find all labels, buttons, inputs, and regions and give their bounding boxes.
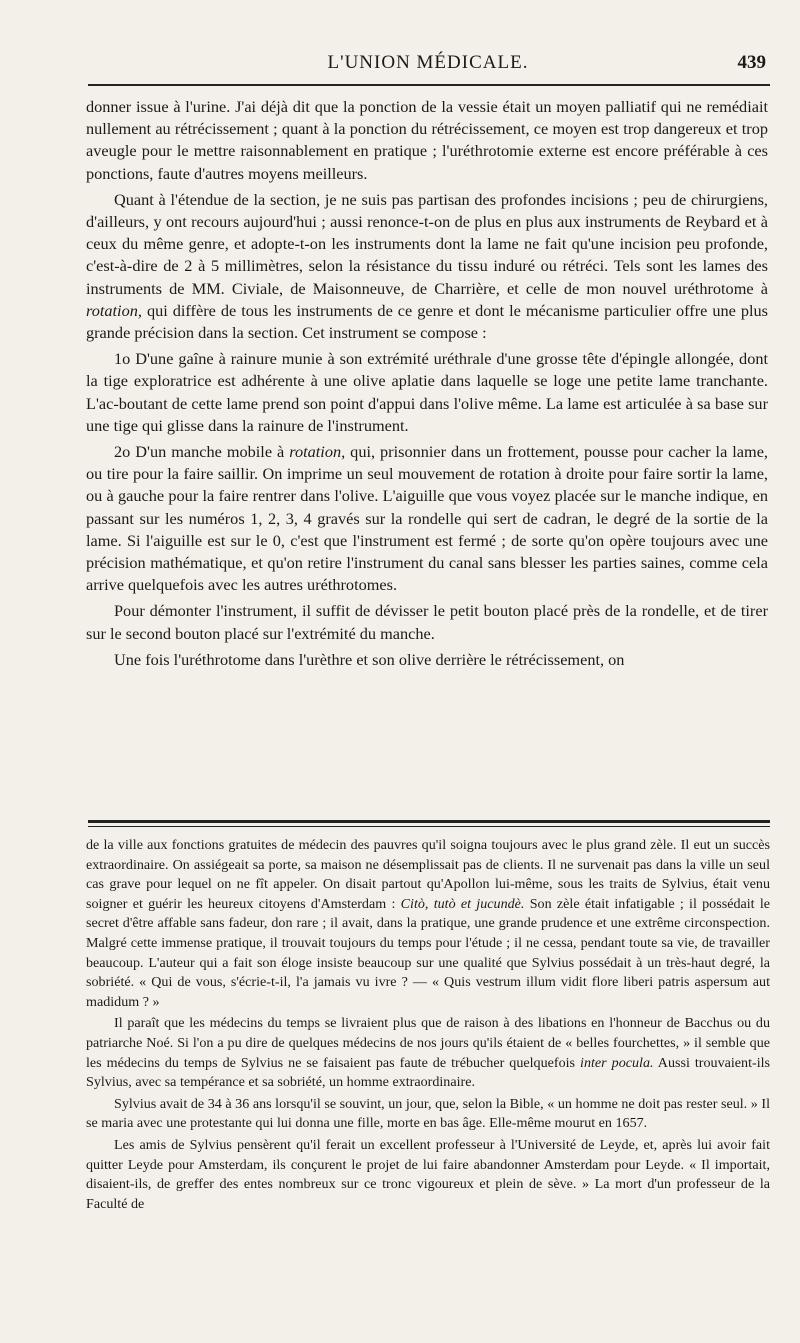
paragraph-4-end: qui, prisonnier dans un frottement, pousse pour cacher la lame, ou tire pour la faire saillir. On imprime un seul mouvement de rotation à droite pour faire sortir la lame, ou à gauche pour la faire rentrer dans l'olive. L'aiguille que vous voyez placée sur le manche indique, en passant sur les numéros 1, 2, 3, 4 gravés sur la rondelle qui sert de cadran, le degré de la sortie de la lame. Si l'aiguille est sur le 0, c'est que l'instrument est fermé ; de sorte qu'on opère toujours avec une précision mathématique, et qu'on retire l'instrument du canal sans blesser les parties saines, comme cela arrive quelquefois avec les autres uréthrotomes. xyxy=(86,442,768,595)
paragraph-2-emphasis: rotation, xyxy=(86,300,142,320)
paragraph-2 xyxy=(86,189,768,344)
paragraph-3: 1o D'une gaîne à rainure munie à son extrémité uréthrale d'une grosse tête d'épingle allongée, dont la tige exploratrice est adhérente à une olive aplatie dans laquelle se loge une petite lame tranchante. L'ac-boutant de cette lame prend son point d'appui dans l'olive même. La lame est articulée à sa base sur une tige qui glisse dans la rainure de l'instrument. xyxy=(86,349,768,435)
note-paragraph-2 xyxy=(86,1014,770,1092)
note-paragraph-4: Les amis de Sylvius pensèrent qu'il ferait un excellent professeur à l'Université de Leyde, et, après lui avoir fait quitter Leyde pour Amsterdam, ils conçurent le projet de lui faire abandonner Amsterdam pour Leyde. « Il importait, disaient-ils, de greffer des entes nombreux sur ce tronc vigoureux et plein de sève. » La mort d'un professeur de la Faculté de xyxy=(86,1136,770,1212)
note-paragraph-1 xyxy=(86,836,770,1012)
feuilleton-text xyxy=(86,836,770,1216)
page-number: 439 xyxy=(737,52,766,73)
note-1-end: Son zèle était infatigable ; il possédait le secret d'être affable sans fadeur, don rare ; il avait, dans la pratique, une grande prudence et une extrême circonspection. Malgré cette immense pratique, il trouvait toujours du temps pour l'étude ; il ne cessa, pendant toute sa vie, de travailler beaucoup. L'auteur qui a fait son éloge insiste beaucoup sur une qualité que Sylvius possédait à un très-haut degré, la sobriété. « Qui de vous, s'écrie-t-il, l'a jamais vu ivre ? — « Quis vestrum illum vidit flore liberi patris aspersum aut madidum ? » xyxy=(86,895,771,1010)
paragraph-5: Pour démonter l'instrument, il suffit de dévisser le petit bouton placé près de la rondelle, et de tirer sur le second bouton placé sur l'extrémité du manche. xyxy=(86,601,768,643)
running-header xyxy=(88,50,768,80)
paragraph-6: Une fois l'uréthrotome dans l'urèthre et son olive derrière le rétrécissement, on xyxy=(114,649,625,669)
note-2-emphasis: inter pocula. xyxy=(580,1054,654,1071)
paragraph-2-text: Quant à l'étendue de la section, je ne suis pas partisan des profondes incisions ; peu de chirurgiens, d'ailleurs, y ont recours aujourd'hui ; aussi renonce-t-on de plus en plus aux instruments de Reybard et à ceux du même genre, et adopte-t-on les instruments dont la lame ne fait qu'une incision peu profonde, c'est-à-dire de 2 à 5 millimètres, selon la résistance du tissu induré ou rétréci. Tels sont les lames des instruments de MM. Civiale, de Maisonneuve, de Charrière, et celle de mon nouvel uréthrotome à xyxy=(86,189,768,298)
paragraph-4 xyxy=(86,441,768,596)
paragraph-4-start: 2o D'un manche mobile à xyxy=(114,442,285,462)
paragraph-2-end: qui diffère de tous les instruments de ce genre et dont le mécanisme particulier offre une plus grande précision dans la section. Cet instrument se compose : xyxy=(86,300,768,343)
paragraph-1: donner issue à l'urine. J'ai déjà dit que la ponction de la vessie était un moyen palliatif qui ne remédiait nullement au rétrécissement ; quant à la ponction du rétrécissement, ce moyen est trop dangereux et trop aveugle pour le mettre raisonnablement en pratique ; l'uréthrotomie externe est encore préférable à ces ponctions, faute d'autres moyens meilleurs. xyxy=(86,97,768,183)
note-1-emphasis: Citò, tutò et jucundè. xyxy=(400,895,525,912)
note-2-start: Il paraît que les médecins du temps se livraient plus que de raison à des libations en l'honneur de Bacchus ou du patriarche Noé. Si l'on a pu dire de quelques médecins de nos jours qu'ils étaient de « belles fourchettes, » il semble que les médecins du temps de Sylvius ne se faisaient pas faute de trébucher quelquefois xyxy=(86,1015,770,1071)
footnote-separator xyxy=(88,820,770,823)
paragraph-4-emphasis: rotation, xyxy=(289,442,346,462)
footnote-separator-thin xyxy=(88,826,770,827)
note-1-start: de la ville aux fonctions gratuites de médecin des pauvres qu'il soigna toujours avec le plus grand zèle. Il eut un succès extraordinaire. On assiégeait sa porte, sa maison ne désemplissait pas de clients. Il ne survenait pas dans la ville un seul cas grave pour lequel on ne fît appeler. On disait partout qu'Apollon lui-même, sous les traits de Sylvius, était venu soigner et guérir les heureux citoyens d'Amsterdam : xyxy=(86,837,770,912)
note-2-end: Aussi trouvaient-ils Sylvius, avec sa tempérance et sa sobriété, un homme extraordinaire. xyxy=(86,1054,771,1091)
note-paragraph-3: Sylvius avait de 34 à 36 ans lorsqu'il se souvint, un jour, que, selon la Bible, « un homme ne doit pas rester seul. » Il se maria avec une protestante qui lui donna une fille, morte en bas âge. Elle-même mourut en 1657. xyxy=(86,1095,770,1132)
main-text xyxy=(86,96,768,675)
journal-title: L'UNION MÉDICALE. xyxy=(327,52,529,73)
header-rule xyxy=(88,84,770,86)
